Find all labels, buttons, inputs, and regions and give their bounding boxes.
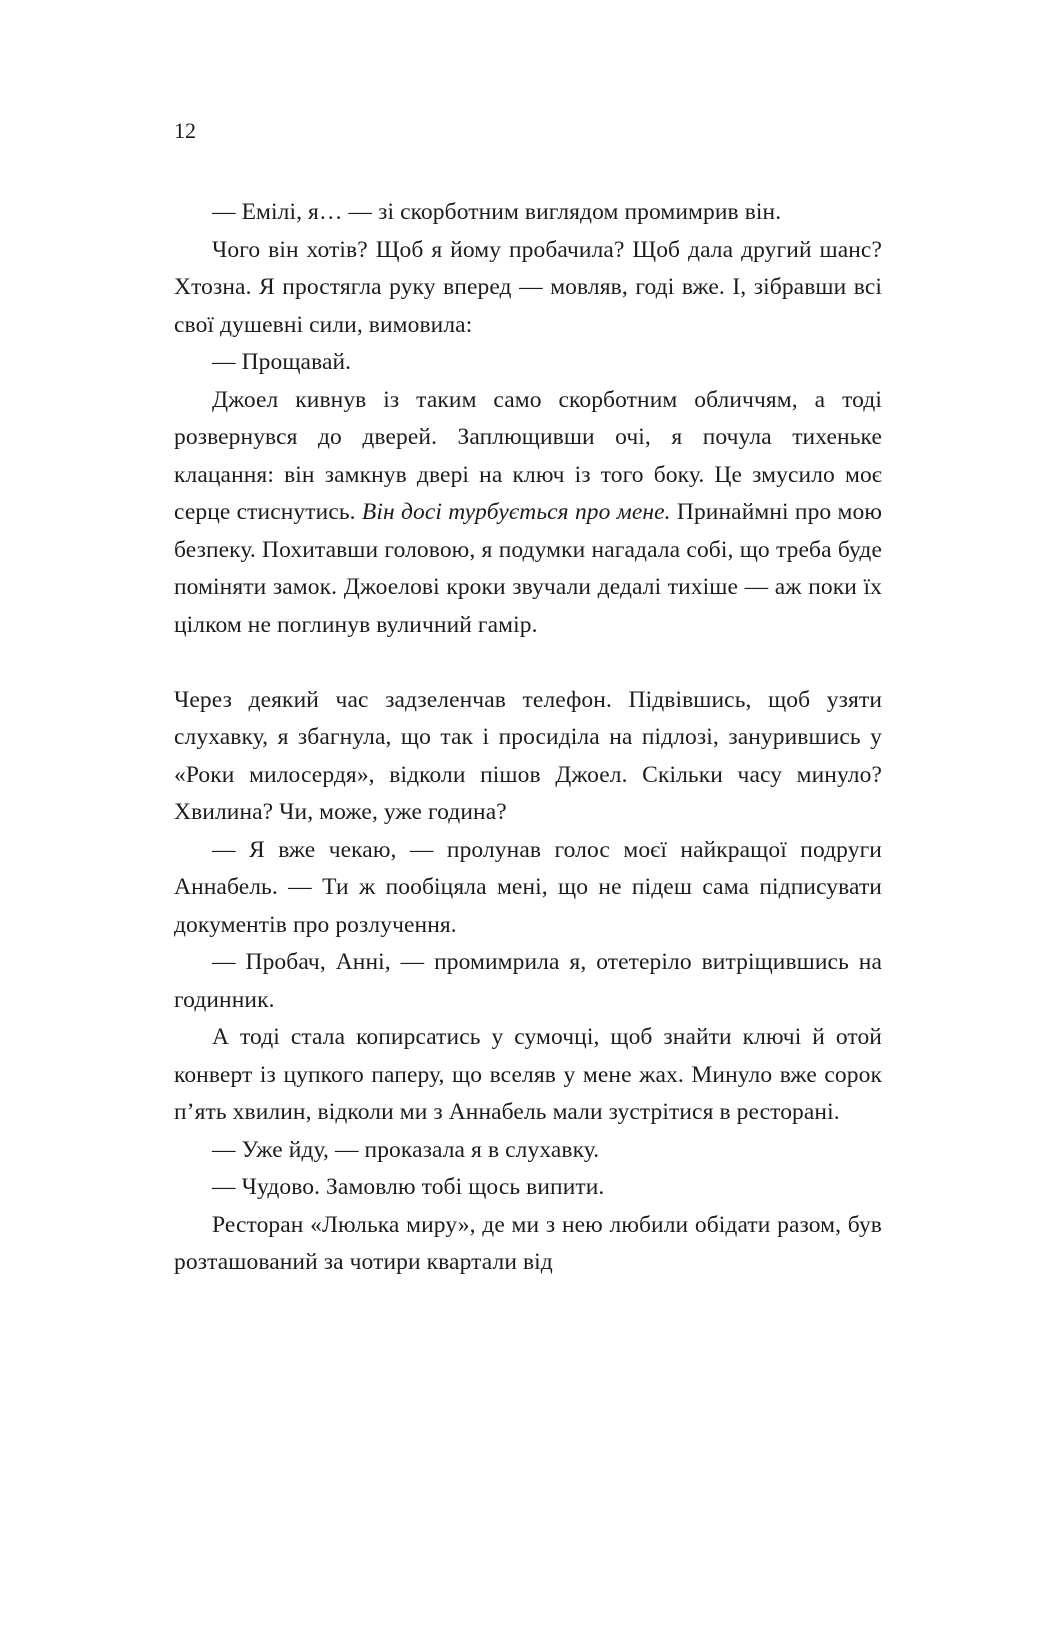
paragraph-dialogue-sorry-anni: — Пробач, Анні, — промимрила я, отетеріло витріщившись на годинник. xyxy=(174,949,882,1013)
paragraph-joel-leaves-segment-italic: Він досі турбується про мене. xyxy=(361,499,671,525)
paragraph-phone-rings: Через деякий час задзеленчав телефон. Підвівшись, щоб узяти слухавку, я збагнула, що так і просиділа на підлозі, занурившись у «Роки милосердя», відколи пішов Джоел. Скільки часу минуло? Хвилина? Чи, може, уже година? xyxy=(174,686,882,825)
page-number: 12 xyxy=(174,118,196,143)
text-block xyxy=(174,194,882,1282)
paragraph-dialogue-order-drink: — Чудово. Замовлю тобі щось випити. xyxy=(212,1174,605,1200)
paragraph-searching-purse: А тоді стала копирсатись у сумочці, щоб знайти ключі й отой конверт із цупкого паперу, що вселяв у мене жах. Минуло вже сорок п’ять хвилин, відколи ми з Аннабель мали зустрітися в ресторані. xyxy=(174,1024,882,1125)
paragraph-joel-leaves-segment-1: Джоел кивнув із таким само скорботним обличчям, а тоді розвернувся до дверей. Заплющивши очі, я почула тихеньке клацання: він замкнув двері на ключ із того боку. Це змусило моє серце стиснутись. xyxy=(174,386,882,525)
paragraph-restaurant: Ресторан «Люлька миру», де ми з нею любили обідати разом, був розташований за чотири квартали від xyxy=(174,1211,882,1275)
paragraph-joel-leaves-segment-2: Принаймні про мою безпеку. Похитавши головою, я подумки нагадала собі, що треба буде поміняти замок. Джоелові кроки звучали дедалі тихіше — аж поки їх цілком не поглинув вуличний гамір. xyxy=(174,499,882,638)
paragraph-dialogue-farewell: — Прощавай. xyxy=(212,349,352,375)
paragraph-what-he-wanted: Чого він хотів? Щоб я йому пробачила? Щоб дала другий шанс? Хтозна. Я простягла руку вперед — мовляв, годі вже. І, зібравши всі свої душевні сили, вимовила: xyxy=(174,236,882,338)
paragraph-dialogue-emili: — Емілі, я… — зі скорботним виглядом промимрив він. xyxy=(212,199,782,225)
paragraph-dialogue-coming: — Уже йду, — проказала я в слухавку. xyxy=(212,1136,600,1163)
paragraph-joel-leaves xyxy=(174,382,882,645)
paragraph-dialogue-annabel-waiting: — Я вже чекаю, — пролунав голос моєї найкращої подруги Аннабель. — Ти ж пообіцяла мені, що не підеш сама підписувати документів про розлучення. xyxy=(174,836,882,938)
